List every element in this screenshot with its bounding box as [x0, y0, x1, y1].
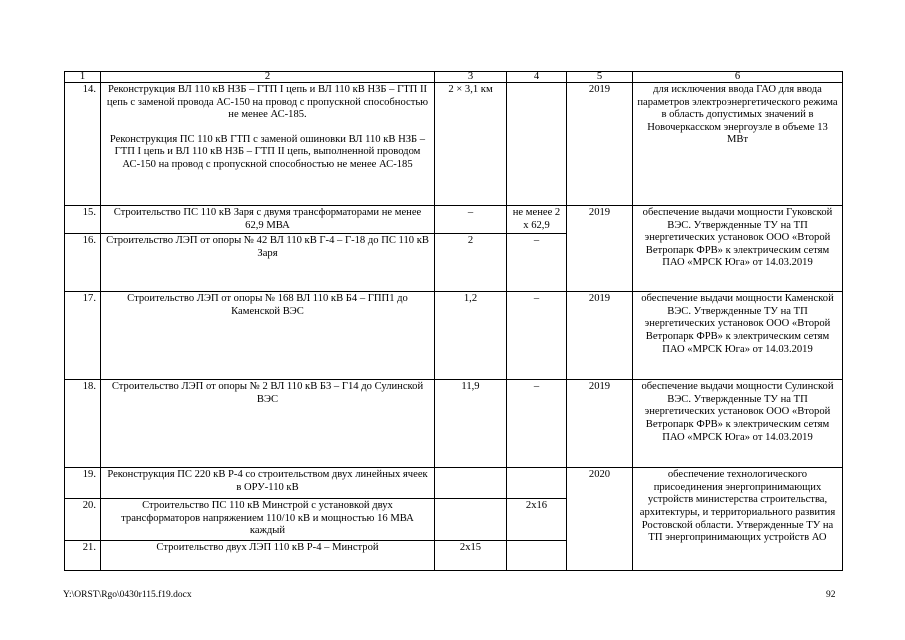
page-number: 92 [826, 590, 836, 600]
investment-table [64, 71, 843, 571]
row-number: 15. [65, 206, 101, 234]
work-description-part-a: Реконструкция ВЛ 110 кВ НЗБ – ГТП I цепь и ВЛ 110 кВ НЗБ – ГТП II цепь с заменой провода АС-150 на провод с пропускной способностью не менее АС-185. [106, 84, 429, 121]
justification: обеспечение выдачи мощности Сулинской ВЭС. Утвержденные ТУ на ТП энергетических установок ООО «Второй Ветропарк ФРВ» к электрическим сетям ПАО «МРСК Юга» от 14.03.2019 [633, 380, 843, 468]
line-length: 2 × 3,1 км [435, 83, 507, 206]
work-description: Строительство ПС 110 кВ Заря с двумя трансформаторами не менее 62,9 МВА [101, 206, 435, 234]
row-number: 14. [65, 83, 101, 206]
transformer-power [507, 468, 567, 499]
transformer-power: не менее 2 x 62,9 [507, 206, 567, 234]
header-cell-2: 2 [101, 72, 435, 83]
header-row [65, 72, 843, 83]
commissioning-year: 2019 [567, 206, 633, 292]
header-cell-6: 6 [633, 72, 843, 83]
transformer-power: 2x16 [507, 499, 567, 541]
line-length: 11,9 [435, 380, 507, 468]
justification: обеспечение выдачи мощности Каменской ВЭС. Утвержденные ТУ на ТП энергетических установок ООО «Второй Ветропарк ФРВ» к электрическим сетям ПАО «МРСК Юга» от 14.03.2019 [633, 292, 843, 380]
commissioning-year: 2020 [567, 468, 633, 571]
line-length: 2x15 [435, 541, 507, 571]
header-cell-4: 4 [507, 72, 567, 83]
work-description-part-b: Реконструкция ПС 110 кВ ГТП с заменой ошиновки ВЛ 110 кВ НЗБ – ГТП I цепь и ВЛ 110 кВ НЗБ – ГТП II цепь, выполненной проводом АС-150 на провод с пропускной способностью не менее АС-185 [109, 133, 426, 170]
line-length [435, 499, 507, 541]
header-cell-5: 5 [567, 72, 633, 83]
table-row-15 [65, 206, 843, 234]
line-length: 1,2 [435, 292, 507, 380]
row-number: 17. [65, 292, 101, 380]
row-number: 21. [65, 541, 101, 571]
work-description: Строительство ЛЭП от опоры № 42 ВЛ 110 кВ Г-4 – Г-18 до ПС 110 кВ Заря [101, 234, 435, 292]
transformer-power [507, 541, 567, 571]
transformer-power [507, 83, 567, 206]
table-row-19 [65, 468, 843, 499]
work-description: Строительство ПС 110 кВ Минстрой с установкой двух трансформаторов напряжением 110/10 кВ и мощностью 16 МВА каждый [101, 499, 435, 541]
row-number: 20. [65, 499, 101, 541]
document-file-path: Y:\ORST\Rgo\0430r115.f19.docx [63, 590, 192, 600]
commissioning-year: 2019 [567, 380, 633, 468]
row-number: 18. [65, 380, 101, 468]
line-length [435, 468, 507, 499]
transformer-power: – [507, 292, 567, 380]
justification: для исключения ввода ГАО для ввода параметров электроэнергетического режима в область допустимых значений в Новочеркасском энергоузле в объеме 13 МВт [633, 83, 843, 206]
row-number: 16. [65, 234, 101, 292]
row-number: 19. [65, 468, 101, 499]
transformer-power: – [507, 234, 567, 292]
transformer-power: – [507, 380, 567, 468]
commissioning-year: 2019 [567, 83, 633, 206]
line-length: 2 [435, 234, 507, 292]
header-cell-3: 3 [435, 72, 507, 83]
work-description [101, 83, 435, 206]
line-length: – [435, 206, 507, 234]
work-description: Строительство ЛЭП от опоры № 168 ВЛ 110 кВ Б4 – ГПП1 до Каменской ВЭС [101, 292, 435, 380]
justification: обеспечение технологического присоединения энергопринимающих устройств министерства строительства, архитектуры, и территориального развития Ростовской области. Утвержденные ТУ на ТП энергопринимающих устройств АО [633, 468, 843, 571]
commissioning-year: 2019 [567, 292, 633, 380]
table-row-17 [65, 292, 843, 380]
justification: обеспечение выдачи мощности Гуковской ВЭС. Утвержденные ТУ на ТП энергетических установок ООО «Второй Ветропарк ФРВ» к электрическим сетям ПАО «МРСК Юга» от 14.03.2019 [633, 206, 843, 292]
work-description: Строительство ЛЭП от опоры № 2 ВЛ 110 кВ Б3 – Г14 до Сулинской ВЭС [101, 380, 435, 468]
table-row-14 [65, 83, 843, 206]
work-description: Реконструкция ПС 220 кВ Р-4 со строительством двух линейных ячеек в ОРУ-110 кВ [101, 468, 435, 499]
table-row-18 [65, 380, 843, 468]
header-cell-1: 1 [65, 72, 101, 83]
work-description: Строительство двух ЛЭП 110 кВ Р-4 – Минстрой [101, 541, 435, 571]
